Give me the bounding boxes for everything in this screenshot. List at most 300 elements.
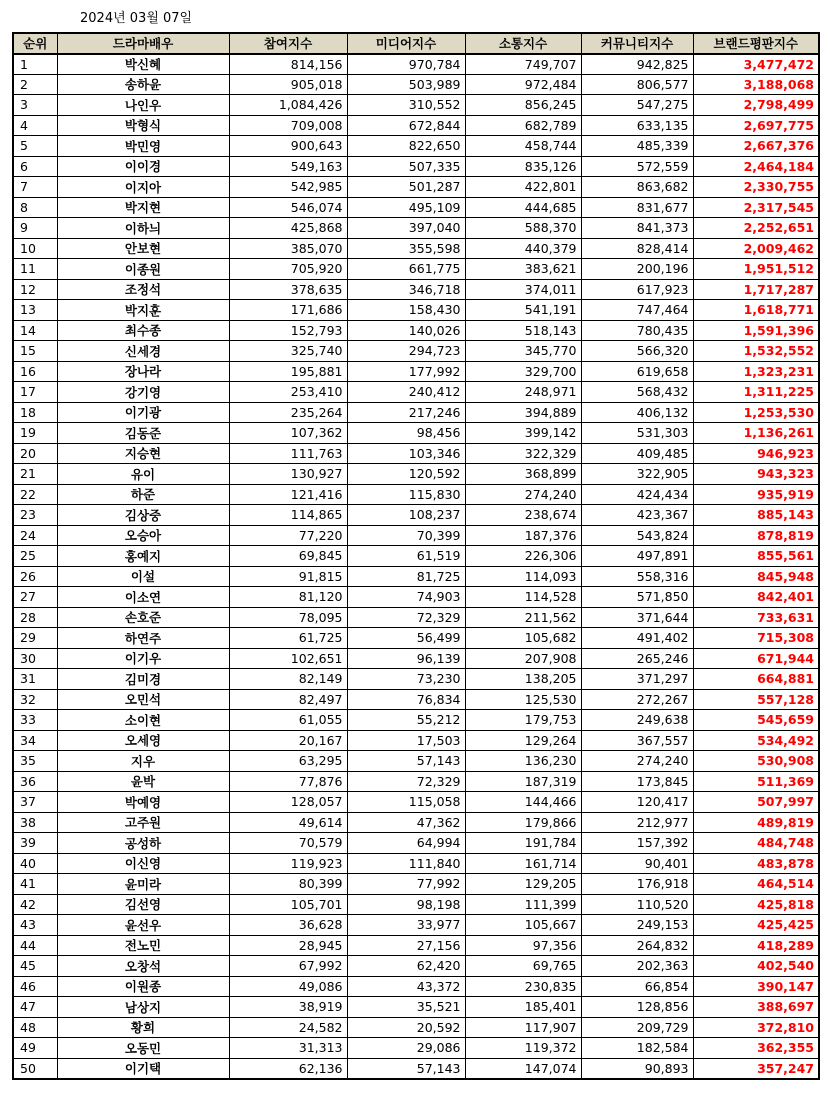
actor-name-cell: 오승아 xyxy=(57,525,229,546)
actor-name-cell: 소이현 xyxy=(57,710,229,731)
communication-cell: 138,205 xyxy=(465,669,581,690)
rank-cell: 29 xyxy=(13,628,57,649)
actor-name-cell: 전노민 xyxy=(57,935,229,956)
community-cell: 633,135 xyxy=(581,115,693,136)
rank-cell: 30 xyxy=(13,648,57,669)
participation-cell: 814,156 xyxy=(229,54,347,75)
community-cell: 566,320 xyxy=(581,341,693,362)
community-cell: 202,363 xyxy=(581,956,693,977)
rank-cell: 10 xyxy=(13,238,57,259)
rank-cell: 40 xyxy=(13,853,57,874)
rank-cell: 5 xyxy=(13,136,57,157)
communication-cell: 368,899 xyxy=(465,464,581,485)
participation-cell: 253,410 xyxy=(229,382,347,403)
participation-cell: 111,763 xyxy=(229,443,347,464)
rank-cell: 23 xyxy=(13,505,57,526)
media-cell: 76,834 xyxy=(347,689,465,710)
table-row xyxy=(13,1038,819,1059)
actor-name-cell: 김미경 xyxy=(57,669,229,690)
table-row xyxy=(13,320,819,341)
media-cell: 822,650 xyxy=(347,136,465,157)
rank-cell: 19 xyxy=(13,423,57,444)
brand-reputation-cell: 2,252,651 xyxy=(693,218,819,239)
header-communication: 소통지수 xyxy=(465,33,581,54)
actor-name-cell: 안보현 xyxy=(57,238,229,259)
participation-cell: 105,701 xyxy=(229,894,347,915)
media-cell: 77,992 xyxy=(347,874,465,895)
table-row xyxy=(13,792,819,813)
brand-reputation-cell: 1,136,261 xyxy=(693,423,819,444)
brand-reputation-cell: 885,143 xyxy=(693,505,819,526)
communication-cell: 374,011 xyxy=(465,279,581,300)
table-row xyxy=(13,382,819,403)
rank-cell: 39 xyxy=(13,833,57,854)
actor-name-cell: 오창석 xyxy=(57,956,229,977)
participation-cell: 900,643 xyxy=(229,136,347,157)
brand-reputation-cell: 3,477,472 xyxy=(693,54,819,75)
media-cell: 140,026 xyxy=(347,320,465,341)
community-cell: 209,729 xyxy=(581,1017,693,1038)
community-cell: 547,275 xyxy=(581,95,693,116)
actor-name-cell: 이지아 xyxy=(57,177,229,198)
brand-reputation-cell: 483,878 xyxy=(693,853,819,874)
rank-cell: 43 xyxy=(13,915,57,936)
table-row xyxy=(13,710,819,731)
media-cell: 158,430 xyxy=(347,300,465,321)
header-brand-reputation: 브랜드평판지수 xyxy=(693,33,819,54)
brand-reputation-cell: 2,464,184 xyxy=(693,156,819,177)
rank-cell: 33 xyxy=(13,710,57,731)
actor-name-cell: 김동준 xyxy=(57,423,229,444)
table-row xyxy=(13,177,819,198)
table-row xyxy=(13,1017,819,1038)
table-row xyxy=(13,689,819,710)
community-cell: 90,893 xyxy=(581,1058,693,1079)
participation-cell: 171,686 xyxy=(229,300,347,321)
table-row xyxy=(13,915,819,936)
community-cell: 423,367 xyxy=(581,505,693,526)
media-cell: 240,412 xyxy=(347,382,465,403)
table-row xyxy=(13,833,819,854)
communication-cell: 105,682 xyxy=(465,628,581,649)
media-cell: 98,456 xyxy=(347,423,465,444)
table-row xyxy=(13,279,819,300)
communication-cell: 518,143 xyxy=(465,320,581,341)
brand-reputation-cell: 507,997 xyxy=(693,792,819,813)
media-cell: 56,499 xyxy=(347,628,465,649)
participation-cell: 905,018 xyxy=(229,74,347,95)
communication-cell: 147,074 xyxy=(465,1058,581,1079)
communication-cell: 129,205 xyxy=(465,874,581,895)
media-cell: 33,977 xyxy=(347,915,465,936)
communication-cell: 69,765 xyxy=(465,956,581,977)
communication-cell: 394,889 xyxy=(465,402,581,423)
media-cell: 47,362 xyxy=(347,812,465,833)
media-cell: 177,992 xyxy=(347,361,465,382)
participation-cell: 36,628 xyxy=(229,915,347,936)
participation-cell: 20,167 xyxy=(229,730,347,751)
rank-cell: 12 xyxy=(13,279,57,300)
table-row xyxy=(13,300,819,321)
rank-cell: 22 xyxy=(13,484,57,505)
participation-cell: 114,865 xyxy=(229,505,347,526)
participation-cell: 102,651 xyxy=(229,648,347,669)
actor-name-cell: 송하윤 xyxy=(57,74,229,95)
actor-name-cell: 윤선우 xyxy=(57,915,229,936)
community-cell: 409,485 xyxy=(581,443,693,464)
participation-cell: 24,582 xyxy=(229,1017,347,1038)
media-cell: 72,329 xyxy=(347,771,465,792)
actor-name-cell: 오동민 xyxy=(57,1038,229,1059)
community-cell: 274,240 xyxy=(581,751,693,772)
community-cell: 272,267 xyxy=(581,689,693,710)
media-cell: 495,109 xyxy=(347,197,465,218)
table-row xyxy=(13,402,819,423)
actor-name-cell: 하연주 xyxy=(57,628,229,649)
communication-cell: 383,621 xyxy=(465,259,581,280)
actor-name-cell: 하준 xyxy=(57,484,229,505)
community-cell: 571,850 xyxy=(581,587,693,608)
table-row xyxy=(13,525,819,546)
community-cell: 249,153 xyxy=(581,915,693,936)
communication-cell: 114,528 xyxy=(465,587,581,608)
brand-reputation-cell: 425,425 xyxy=(693,915,819,936)
rank-cell: 37 xyxy=(13,792,57,813)
media-cell: 970,784 xyxy=(347,54,465,75)
participation-cell: 152,793 xyxy=(229,320,347,341)
media-cell: 74,903 xyxy=(347,587,465,608)
participation-cell: 705,920 xyxy=(229,259,347,280)
community-cell: 424,434 xyxy=(581,484,693,505)
header-participation: 참여지수 xyxy=(229,33,347,54)
media-cell: 96,139 xyxy=(347,648,465,669)
media-cell: 62,420 xyxy=(347,956,465,977)
media-cell: 111,840 xyxy=(347,853,465,874)
community-cell: 543,824 xyxy=(581,525,693,546)
actor-name-cell: 박지훈 xyxy=(57,300,229,321)
actor-name-cell: 이설 xyxy=(57,566,229,587)
media-cell: 55,212 xyxy=(347,710,465,731)
table-row xyxy=(13,218,819,239)
media-cell: 346,718 xyxy=(347,279,465,300)
communication-cell: 399,142 xyxy=(465,423,581,444)
brand-reputation-cell: 2,009,462 xyxy=(693,238,819,259)
header-community: 커뮤니티지수 xyxy=(581,33,693,54)
actor-name-cell: 이기광 xyxy=(57,402,229,423)
participation-cell: 549,163 xyxy=(229,156,347,177)
community-cell: 491,402 xyxy=(581,628,693,649)
rank-cell: 4 xyxy=(13,115,57,136)
header-actor: 드라마배우 xyxy=(57,33,229,54)
community-cell: 558,316 xyxy=(581,566,693,587)
communication-cell: 114,093 xyxy=(465,566,581,587)
brand-reputation-cell: 511,369 xyxy=(693,771,819,792)
communication-cell: 345,770 xyxy=(465,341,581,362)
brand-reputation-cell: 425,818 xyxy=(693,894,819,915)
table-row xyxy=(13,341,819,362)
rank-cell: 8 xyxy=(13,197,57,218)
table-row xyxy=(13,443,819,464)
actor-name-cell: 김상중 xyxy=(57,505,229,526)
communication-cell: 749,707 xyxy=(465,54,581,75)
rank-cell: 2 xyxy=(13,74,57,95)
participation-cell: 546,074 xyxy=(229,197,347,218)
actor-name-cell: 이신영 xyxy=(57,853,229,874)
actor-name-cell: 이원종 xyxy=(57,976,229,997)
brand-reputation-cell: 1,717,287 xyxy=(693,279,819,300)
actor-name-cell: 손호준 xyxy=(57,607,229,628)
rank-cell: 35 xyxy=(13,751,57,772)
brand-reputation-cell: 2,317,545 xyxy=(693,197,819,218)
brand-reputation-cell: 935,919 xyxy=(693,484,819,505)
communication-cell: 458,744 xyxy=(465,136,581,157)
table-row xyxy=(13,197,819,218)
communication-cell: 211,562 xyxy=(465,607,581,628)
actor-name-cell: 윤미라 xyxy=(57,874,229,895)
community-cell: 942,825 xyxy=(581,54,693,75)
table-row xyxy=(13,771,819,792)
actor-name-cell: 나인우 xyxy=(57,95,229,116)
table-row xyxy=(13,546,819,567)
rank-cell: 46 xyxy=(13,976,57,997)
brand-reputation-cell: 671,944 xyxy=(693,648,819,669)
rank-cell: 20 xyxy=(13,443,57,464)
rank-cell: 49 xyxy=(13,1038,57,1059)
table-row xyxy=(13,505,819,526)
table-body xyxy=(13,54,819,1079)
rank-cell: 26 xyxy=(13,566,57,587)
rank-cell: 1 xyxy=(13,54,57,75)
table-row xyxy=(13,853,819,874)
communication-cell: 111,399 xyxy=(465,894,581,915)
communication-cell: 440,379 xyxy=(465,238,581,259)
rank-cell: 48 xyxy=(13,1017,57,1038)
brand-reputation-cell: 484,748 xyxy=(693,833,819,854)
participation-cell: 119,923 xyxy=(229,853,347,874)
media-cell: 72,329 xyxy=(347,607,465,628)
rank-cell: 27 xyxy=(13,587,57,608)
table-row xyxy=(13,628,819,649)
communication-cell: 129,264 xyxy=(465,730,581,751)
media-cell: 501,287 xyxy=(347,177,465,198)
media-cell: 355,598 xyxy=(347,238,465,259)
actor-name-cell: 고주원 xyxy=(57,812,229,833)
community-cell: 182,584 xyxy=(581,1038,693,1059)
table-row xyxy=(13,156,819,177)
actor-name-cell: 유이 xyxy=(57,464,229,485)
media-cell: 294,723 xyxy=(347,341,465,362)
actor-name-cell: 이이경 xyxy=(57,156,229,177)
table-row xyxy=(13,648,819,669)
participation-cell: 70,579 xyxy=(229,833,347,854)
rank-cell: 50 xyxy=(13,1058,57,1079)
table-row xyxy=(13,238,819,259)
participation-cell: 77,220 xyxy=(229,525,347,546)
table-row xyxy=(13,95,819,116)
participation-cell: 61,725 xyxy=(229,628,347,649)
media-cell: 507,335 xyxy=(347,156,465,177)
table-row xyxy=(13,730,819,751)
brand-reputation-cell: 464,514 xyxy=(693,874,819,895)
participation-cell: 107,362 xyxy=(229,423,347,444)
communication-cell: 185,401 xyxy=(465,997,581,1018)
table-row xyxy=(13,464,819,485)
community-cell: 568,432 xyxy=(581,382,693,403)
communication-cell: 329,700 xyxy=(465,361,581,382)
community-cell: 176,918 xyxy=(581,874,693,895)
participation-cell: 325,740 xyxy=(229,341,347,362)
table-row xyxy=(13,976,819,997)
brand-reputation-cell: 545,659 xyxy=(693,710,819,731)
table-row xyxy=(13,361,819,382)
rank-cell: 14 xyxy=(13,320,57,341)
brand-reputation-cell: 3,188,068 xyxy=(693,74,819,95)
participation-cell: 62,136 xyxy=(229,1058,347,1079)
brand-reputation-cell: 530,908 xyxy=(693,751,819,772)
table-row xyxy=(13,54,819,75)
community-cell: 371,297 xyxy=(581,669,693,690)
participation-cell: 82,497 xyxy=(229,689,347,710)
brand-reputation-cell: 372,810 xyxy=(693,1017,819,1038)
communication-cell: 136,230 xyxy=(465,751,581,772)
communication-cell: 248,971 xyxy=(465,382,581,403)
participation-cell: 235,264 xyxy=(229,402,347,423)
header-rank: 순위 xyxy=(13,33,57,54)
participation-cell: 128,057 xyxy=(229,792,347,813)
participation-cell: 378,635 xyxy=(229,279,347,300)
participation-cell: 542,985 xyxy=(229,177,347,198)
actor-name-cell: 공성하 xyxy=(57,833,229,854)
communication-cell: 541,191 xyxy=(465,300,581,321)
brand-reputation-cell: 1,591,396 xyxy=(693,320,819,341)
media-cell: 73,230 xyxy=(347,669,465,690)
community-cell: 264,832 xyxy=(581,935,693,956)
actor-name-cell: 박민영 xyxy=(57,136,229,157)
table-row xyxy=(13,484,819,505)
community-cell: 485,339 xyxy=(581,136,693,157)
rank-cell: 38 xyxy=(13,812,57,833)
brand-reputation-cell: 1,618,771 xyxy=(693,300,819,321)
community-cell: 806,577 xyxy=(581,74,693,95)
communication-cell: 119,372 xyxy=(465,1038,581,1059)
rank-cell: 42 xyxy=(13,894,57,915)
table-row xyxy=(13,894,819,915)
brand-reputation-cell: 390,147 xyxy=(693,976,819,997)
brand-reputation-cell: 855,561 xyxy=(693,546,819,567)
table-row xyxy=(13,566,819,587)
participation-cell: 28,945 xyxy=(229,935,347,956)
rank-cell: 7 xyxy=(13,177,57,198)
rank-cell: 25 xyxy=(13,546,57,567)
participation-cell: 67,992 xyxy=(229,956,347,977)
header-media: 미디어지수 xyxy=(347,33,465,54)
community-cell: 841,373 xyxy=(581,218,693,239)
brand-reputation-cell: 1,311,225 xyxy=(693,382,819,403)
media-cell: 397,040 xyxy=(347,218,465,239)
rank-cell: 36 xyxy=(13,771,57,792)
communication-cell: 161,714 xyxy=(465,853,581,874)
media-cell: 29,086 xyxy=(347,1038,465,1059)
actor-name-cell: 박형식 xyxy=(57,115,229,136)
actor-name-cell: 장나라 xyxy=(57,361,229,382)
actor-name-cell: 박예영 xyxy=(57,792,229,813)
community-cell: 66,854 xyxy=(581,976,693,997)
brand-reputation-cell: 845,948 xyxy=(693,566,819,587)
brand-reputation-cell: 2,697,775 xyxy=(693,115,819,136)
media-cell: 661,775 xyxy=(347,259,465,280)
rank-cell: 11 xyxy=(13,259,57,280)
rank-cell: 15 xyxy=(13,341,57,362)
community-cell: 828,414 xyxy=(581,238,693,259)
participation-cell: 1,084,426 xyxy=(229,95,347,116)
table-row xyxy=(13,259,819,280)
participation-cell: 709,008 xyxy=(229,115,347,136)
rank-cell: 34 xyxy=(13,730,57,751)
communication-cell: 230,835 xyxy=(465,976,581,997)
rank-cell: 28 xyxy=(13,607,57,628)
table-row xyxy=(13,997,819,1018)
participation-cell: 77,876 xyxy=(229,771,347,792)
participation-cell: 385,070 xyxy=(229,238,347,259)
participation-cell: 69,845 xyxy=(229,546,347,567)
rank-cell: 31 xyxy=(13,669,57,690)
community-cell: 322,905 xyxy=(581,464,693,485)
community-cell: 572,559 xyxy=(581,156,693,177)
communication-cell: 835,126 xyxy=(465,156,581,177)
communication-cell: 125,530 xyxy=(465,689,581,710)
participation-cell: 91,815 xyxy=(229,566,347,587)
rank-cell: 45 xyxy=(13,956,57,977)
communication-cell: 179,866 xyxy=(465,812,581,833)
actor-name-cell: 조정석 xyxy=(57,279,229,300)
community-cell: 619,658 xyxy=(581,361,693,382)
rank-cell: 17 xyxy=(13,382,57,403)
brand-reputation-cell: 1,532,552 xyxy=(693,341,819,362)
table-row xyxy=(13,587,819,608)
brand-reputation-cell: 362,355 xyxy=(693,1038,819,1059)
actor-name-cell: 이소연 xyxy=(57,587,229,608)
media-cell: 17,503 xyxy=(347,730,465,751)
media-cell: 115,830 xyxy=(347,484,465,505)
participation-cell: 81,120 xyxy=(229,587,347,608)
table-row xyxy=(13,956,819,977)
brand-reputation-cell: 1,323,231 xyxy=(693,361,819,382)
participation-cell: 121,416 xyxy=(229,484,347,505)
participation-cell: 31,313 xyxy=(229,1038,347,1059)
rank-cell: 13 xyxy=(13,300,57,321)
rank-cell: 24 xyxy=(13,525,57,546)
communication-cell: 191,784 xyxy=(465,833,581,854)
media-cell: 108,237 xyxy=(347,505,465,526)
communication-cell: 207,908 xyxy=(465,648,581,669)
communication-cell: 972,484 xyxy=(465,74,581,95)
community-cell: 780,435 xyxy=(581,320,693,341)
community-cell: 831,677 xyxy=(581,197,693,218)
table-row xyxy=(13,115,819,136)
brand-reputation-cell: 2,330,755 xyxy=(693,177,819,198)
communication-cell: 422,801 xyxy=(465,177,581,198)
brand-reputation-cell: 946,923 xyxy=(693,443,819,464)
community-cell: 173,845 xyxy=(581,771,693,792)
participation-cell: 78,095 xyxy=(229,607,347,628)
participation-cell: 49,614 xyxy=(229,812,347,833)
brand-reputation-cell: 357,247 xyxy=(693,1058,819,1079)
actor-name-cell: 오민석 xyxy=(57,689,229,710)
table-row xyxy=(13,607,819,628)
media-cell: 217,246 xyxy=(347,402,465,423)
rank-cell: 21 xyxy=(13,464,57,485)
media-cell: 310,552 xyxy=(347,95,465,116)
